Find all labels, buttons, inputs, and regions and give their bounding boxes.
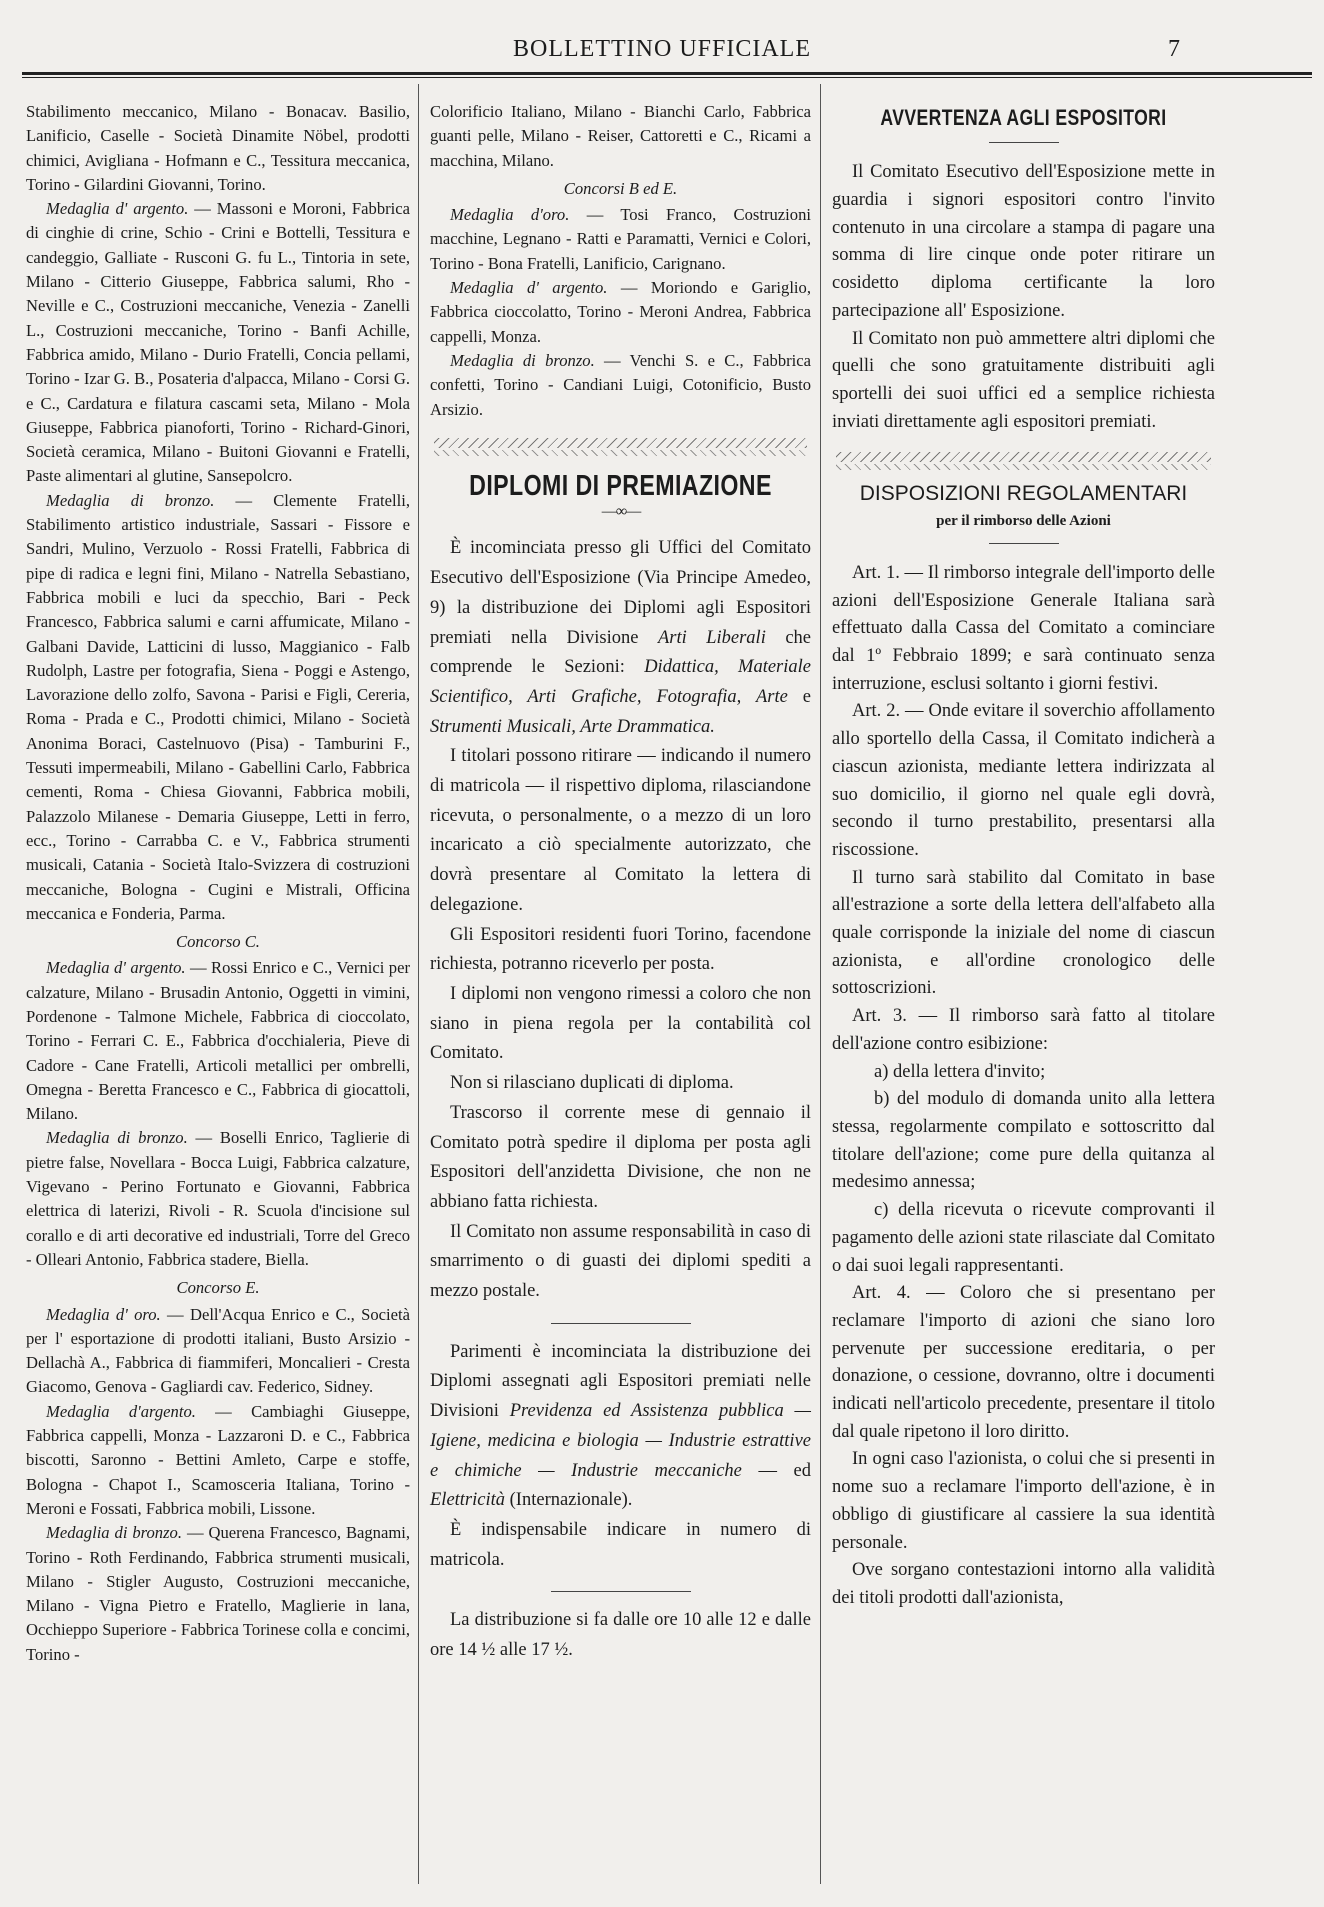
wavy-divider — [434, 450, 807, 456]
disposizioni-heading: DISPOSIZIONI REGOLAMENTARI — [859, 482, 1188, 506]
paragraph: Ove sorgano contestazioni intorno alla validità dei titoli prodotti dall'azionista, — [832, 1560, 1215, 1608]
header-rule — [22, 72, 1312, 75]
paragraph: a) della lettera d'invito; — [874, 1061, 1046, 1082]
paragraph — [430, 1338, 811, 1516]
paragraph: Stabilimento meccanico, Milano - Bonacav. Basilio, Lanificio, Caselle - Società Dinamite Nöbel, prodotti chimici, Avigliana - Hofmann e C., Tessitura meccanica, Torino - Gilardini Giovanni, Torino. — [26, 102, 410, 194]
paragraph — [430, 276, 811, 349]
paragraph-text: — Dell'Acqua Enrico e C., Società per l' esportazione di prodotti italiani, Busto Arsizio - Dellachà A., Fabbrica di fiammiferi, Moncalieri - Cresta Giacomo, Genova - Gagliardi cav. Federico, Sidney. — [26, 1304, 410, 1397]
paragraph — [26, 1303, 410, 1400]
paragraph-text: Parimenti è incominciata la distribuzione dei Diplomi assegnati agli Espositori premiati nelle Divisioni — [430, 1341, 811, 1422]
paragraph: Art. 2. — Onde evitare il soverchio affollamento allo sportello della Cassa, il Comitato indicherà a ciascun azionista, mediante lettera indirizzata al suo domicilio, il giorno nel quale egli dovrà, secondo il turno prestabilito, presentarsi alla riscossione. — [832, 701, 1215, 860]
paragraph-text: — Moriondo e Gariglio, Fabbrica cioccolatto, Torino - Meroni Andrea, Fabbrica cappelli, Monza. — [430, 278, 811, 346]
paragraph: Trascorso il corrente mese di gennaio il Comitato potrà spedire il diploma per posta agli Espositori dell'anzidetta Divisione, che non ne abbiano fatta richiesta. — [430, 1102, 811, 1212]
paragraph-text: — Massoni e Moroni, Fabbrica di cinghie di crine, Schio - Crini e Bottelli, Tessitura e candeggio, Galliate - Rusconi G. fu L., Tintoria in sete, Milano - Citterio Giuseppe, Fabbrica salumi, Rho - Neville e C., Costruzioni meccaniche, Venezia - Zanelli L., Costruzioni meccaniche, Torino - Banfi Achille, Fabbrica amido, Milano - Durio Fratelli, Concia pellami, Torino - Izar G. B., Posateria d'alpacca, Milano - Corsi G. e C., Cardatura e filatura cascami seta, Milano - Mola Giuseppe, Fabbrica pianoforti, Torino - Richard-Ginori, Società ceramica, Milano - Buitoni Giovanni e Fratelli, Paste alimentari al glutine, Sansepolcro. — [26, 199, 410, 486]
paragraph-text: È incominciata presso gli Uffici del Comitato Esecutivo dell'Esposizione (Via Principe Amedeo, 9) la distribuzione dei Diplomi agli Espositori premiati nella Divisione — [430, 538, 811, 648]
avvertenza-body — [832, 159, 1215, 436]
paragraph-text: — Querena Francesco, Bagnami, Torino - Roth Ferdinando, Fabbrica strumenti musicali, Milano - Stigler Augusto, Costruzioni meccaniche, Milano - Vigna Pietro e Fratello, Maglierie in lana, Occhieppo Superiore - Fabbrica Torinese colla e concimi, Torino - — [26, 1523, 411, 1664]
medal-label: Medaglia di bronzo. — [46, 1128, 188, 1148]
paragraph: Il Comitato non assume responsabilità in caso di smarrimento o di guasti dei diplomi spediti a mezzo postale. — [430, 1221, 811, 1302]
paragraph: Art. 4. — Coloro che si presentano per reclamare l'importo di azioni che siano loro pervenute per successione ereditaria, o per donazione, o cessione, dovranno, oltre i documenti indicati nell'articolo precedente, presentare il titolo dal quale ripetono il loro diritto. — [832, 1283, 1215, 1442]
divider-line — [551, 1323, 691, 1324]
italic-text: Arti Liberali — [657, 627, 766, 648]
paragraph: I titolari possono ritirare — indicando il numero di matricola — il rispettivo diploma, rilasciandone ricevuta, o personalmente, o a mezzo di un loro incaricato a ciò specialmente autorizzato, che dovrà presentare al Comitato la lettera di delegazione. — [430, 746, 811, 915]
page-number: 7 — [1168, 36, 1180, 62]
italic-text: Elettricità — [430, 1490, 506, 1511]
diplomi-heading: DIPLOMI DI PREMIAZIONE — [469, 469, 772, 502]
divider-line — [551, 1591, 691, 1592]
paragraph-text: — Cambiaghi Giuseppe, Fabbrica cappelli, Monza - Lazzaroni D. e C., Fabbrica biscotti, Saronno - Bettini Amleto, Carpe e stoffe, Bologna - Chapot I., Scamosceria Italiana, Torino - Meroni e Fossati, Fabbrica mobili, Lissone. — [26, 1401, 410, 1518]
page-header-title: BOLLETTINO UFFICIALE — [513, 36, 811, 62]
medal-label: Medaglia di bronzo. — [450, 350, 595, 370]
paragraph: Il Comitato Esecutivo dell'Esposizione mette in guardia i signori espositori contro l'invito contenuto in una circolare a stampa di pagare una somma di lire cinque onde poter ritirare un cosidetto diploma certificante la loro partecipazione all' Esposizione. — [832, 162, 1215, 321]
paragraph-text: (Internazionale). — [505, 1490, 633, 1511]
paragraph: c) della ricevuta o ricevute comprovanti il pagamento delle azioni state rilasciate dal Comitato o dai suoi legali rappresentanti. — [832, 1200, 1215, 1276]
concorso-heading: Concorso E. — [176, 1278, 260, 1298]
paragraph: Non si rilasciano duplicati di diploma. — [450, 1073, 734, 1094]
paragraph-text: — Clemente Fratelli, Stabilimento artistico industriale, Sassari - Fissore e Sandri, Mulino, Verzuolo - Rossi Fratelli, Fabbrica di pipe di radica e legni fini, Milano - Natrella Sebastiano, Fabbrica mobili e luci da specchio, Bari - Peck Francesco, Fabbrica salumi e carni affumicate, Milano - Galbani Davide, Latticini di lusso, Maggianico - Falb Rudolph, Lastre per fotografia, Siena - Poggi e Astengo, Lavorazione dello zolfo, Savona - Parisi e Figli, Cereria, Roma - Prada e C., Prodotti chimici, Milano - Società Anonima Boraci, Castelnuovo (Pisa) - Tamburini F., Tessuti impermeabili, Milano - Gabellini Carlo, Fabbrica cementi, Roma - Chiesa Giovanni, Fabbrica mobili, Palazzolo Milanese - Demaria Giuseppe, Letti in ferro, ecc., Torino - Carrabba C. e V., Fabbrica strumenti musicali, Catania - Società Italo-Svizzera di costruzioni meccaniche, Bologna - Cugini e Mistrali, Officina meccanica e Fonderia, Parma. — [26, 490, 411, 923]
wavy-divider — [836, 452, 1211, 462]
italic-text: Strumenti Musicali, Arte Drammatica. — [430, 716, 715, 737]
paragraph: È indispensabile indicare in numero di matricola. — [430, 1519, 811, 1570]
italic-text: Didattica, Materiale Scientifico, Arti Grafiche, Fotografia, Arte — [430, 657, 811, 707]
paragraph-text: — Boselli Enrico, Taglierie di pietre false, Novellara - Bocca Luigi, Fabbrica calzature, Vigevano - Perino Fortunato e Giovanni, Fabbrica elettrica di laterizi, Rivoli - R. Scuola d'incisione sul corallo e di arti decorative ed industriali, Torre del Greco - Olleari Antonio, Fabbrica stadere, Biella. — [26, 1128, 410, 1269]
paragraph — [26, 197, 410, 489]
paragraph — [26, 1521, 410, 1667]
medal-label: Medaglia d' oro. — [46, 1304, 161, 1324]
paragraph: Il turno sarà stabilito dal Comitato in base all'estrazione a sorte della lettera dell'alfabeto alla quale corrisponde la iniziale del nome di ciascun azionista, e all'ordine cronologico delle sottoscrizioni. — [832, 867, 1215, 999]
disposizioni-body — [832, 560, 1215, 1613]
paragraph: Colorificio Italiano, Milano - Bianchi Carlo, Fabbrica guanti pelle, Milano - Reiser, Cattoretti e C., Ricami a macchina, Milano. — [430, 102, 811, 170]
column-2 — [430, 100, 811, 1666]
paragraph: I diplomi non vengono rimessi a coloro che non siano in piena regola per la contabilità col Comitato. — [430, 984, 811, 1064]
disposizioni-subheading: per il rimborso delle Azioni — [936, 512, 1111, 529]
paragraph: b) del modulo di domanda unito alla lettera stessa, regolarmente compilato e sottoscritto dal titolare dell'azione; come pure della quitanza al medesimo annessa; — [832, 1089, 1215, 1193]
paragraph-text: — Tosi Franco, Costruzioni macchine, Legnano - Ratti e Paramatti, Vernici e Colori, Torino - Bona Fratelli, Lanificio, Carignano. — [430, 205, 811, 273]
medal-label: Medaglia d' argento. — [450, 278, 608, 298]
paragraph — [26, 489, 410, 926]
divider-line — [989, 142, 1059, 143]
wavy-divider — [434, 438, 807, 448]
paragraph-text: — Rossi Enrico e C., Vernici per calzature, Milano - Brusadin Antonio, Oggetti in vimini, Pordenone - Talmone Michele, Fabbrica di cioccolato, Torino - Ferrari C. E., Fabbrica d'occhialeria, Pieve di Cadore - Cane Fratelli, Articoli metallici per ombrelli, Omegna - Beretta Francesco e C., Fabbrica di giocattoli, Milano. — [26, 958, 410, 1124]
column-divider — [418, 84, 419, 1884]
paragraph-text: — Venchi S. e C., Fabbrica confetti, Torino - Candiani Luigi, Cotonificio, Busto Arsizio. — [430, 350, 811, 419]
paragraph: Il Comitato non può ammettere altri diplomi che quelli che sono gratuitamente distribuiti agli sportelli dei suoi uffici ed a semplice richiesta inviati direttamente agli espositori premiati. — [832, 328, 1215, 432]
paragraph — [430, 203, 811, 276]
paragraph-text: e — [787, 686, 811, 707]
ornament-icon: —∞— — [601, 503, 640, 521]
divider-line — [989, 543, 1059, 544]
medal-label: Medaglia d'oro. — [450, 205, 570, 225]
wavy-divider — [836, 464, 1211, 470]
avvertenza-heading: AVVERTENZA AGLI ESPOSITORI — [880, 105, 1167, 130]
paragraph: Art. 3. — Il rimborso sarà fatto al titolare dell'azione contro esibizione: — [832, 1006, 1215, 1054]
header-rule-thin — [22, 77, 1312, 78]
paragraph: Gli Espositori residenti fuori Torino, facendone richiesta, potranno riceverlo per posta. — [430, 924, 811, 975]
paragraph: In ogni caso l'azionista, o colui che si presenti in nome suo a reclamare l'importo dell'azione, è in obbligo di giustificare al cassiere la sua identità personale. — [832, 1449, 1215, 1553]
medal-label: Medaglia di bronzo. — [46, 490, 215, 510]
paragraph: La distribuzione si fa dalle ore 10 alle 12 e dalle ore 14 ½ alle 17 ½. — [430, 1610, 811, 1661]
column-3 — [832, 100, 1215, 1613]
paragraph-text: — ed — [741, 1460, 811, 1481]
paragraph — [430, 349, 811, 422]
paragraph — [26, 1126, 410, 1272]
paragraph — [26, 956, 410, 1126]
paragraph-text: che comprende le Sezioni: — [430, 627, 811, 678]
concorso-heading: Concorsi B ed E. — [563, 178, 678, 198]
column-divider — [820, 84, 821, 1884]
medal-label: Medaglia d' argento. — [46, 199, 189, 219]
medal-label: Medaglia d'argento. — [46, 1401, 196, 1421]
medal-label: Medaglia d' argento. — [46, 958, 186, 978]
concorso-heading: Concorso C. — [176, 932, 260, 952]
italic-text: Previdenza ed Assistenza pubblica — Igiene, medicina e biologia — Industrie estrattive e chimiche — Industrie meccaniche — [430, 1401, 811, 1481]
medal-label: Medaglia di bronzo. — [46, 1523, 183, 1543]
paragraph: Art. 1. — Il rimborso integrale dell'importo delle azioni dell'Esposizione Generale Italiana sarà effettuato dalla Cassa del Comitato a cominciare dal 1º Febbraio 1899; e sarà continuato senza interruzione, esclusi soltanto i giorni festivi. — [832, 562, 1215, 694]
paragraph — [430, 534, 811, 742]
paragraph — [26, 1400, 410, 1521]
diplomi-body — [430, 534, 811, 1665]
column-1 — [26, 100, 410, 1667]
